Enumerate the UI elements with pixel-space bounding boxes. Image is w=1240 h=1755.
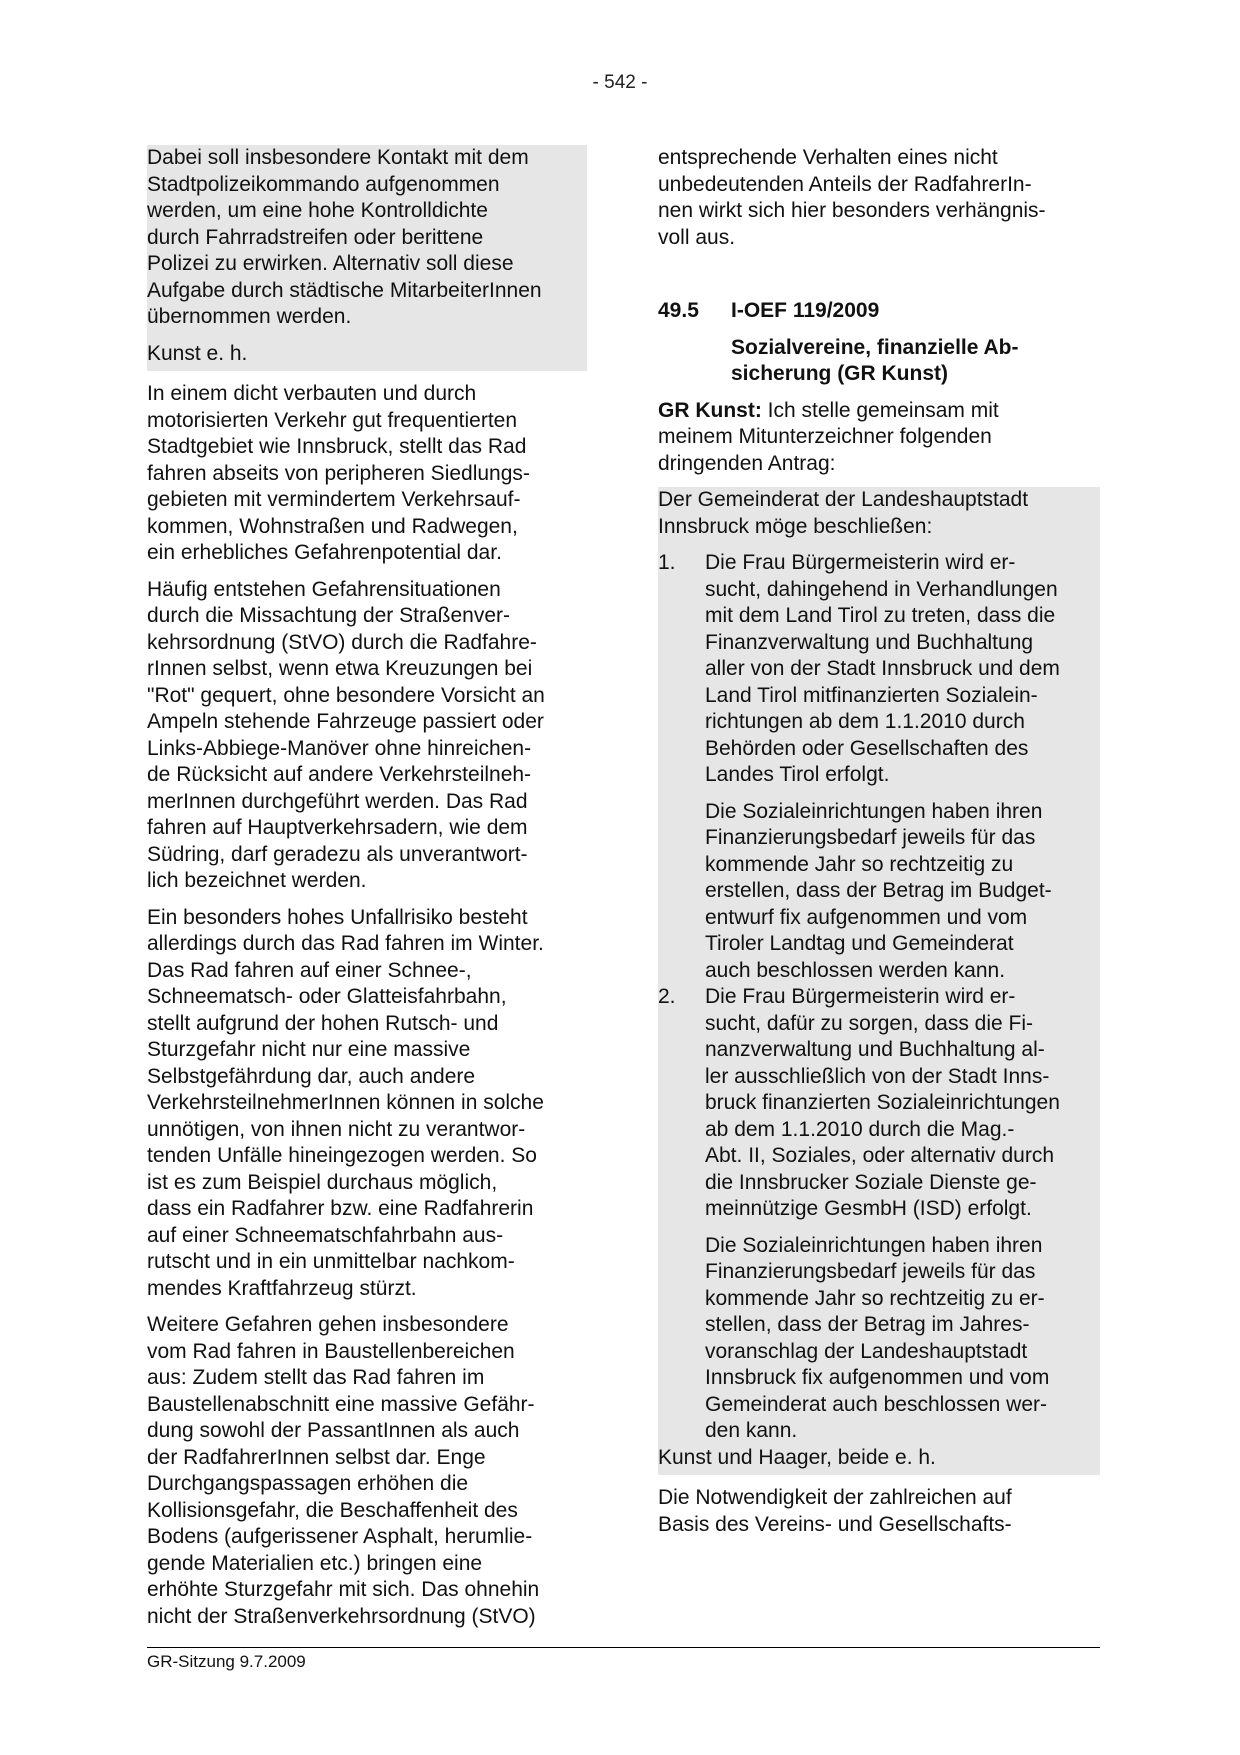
body-paragraph: Häufig entstehen Gefahrensituationen durch die Missachtung der Straßenver- kehrsordnung (StVO) durch die Radfahre- rInnen selbst, wenn etwa Kreuzungen bei "Rot" gequert, ohne besondere Vorsicht an Ampeln stehende Fahrzeuge passiert oder Links-Abbiege-Manöver ohne hinreichen- de Rücksicht auf andere Verkehrsteilneh- merInnen durchgeführt werden. Das Rad fahren auf Hauptverkehrsadern, wie dem Südring, darf geradezu als unverantwort- lich bezeichnet werden. xyxy=(147,577,545,892)
section-heading xyxy=(658,298,1100,325)
item-text: Die Frau Bürgermeisterin wird er- sucht, dafür zu sorgen, dass die Fi- nanzverwaltung und Buchhaltung al- ler ausschließlich von der Stadt Inns- bruck finanzierten Sozialeinrichtungen ab dem 1.1.2010 durch die Mag.- Abt. II, Soziales, oder alternativ durch die Innsbrucker Soziale Dienste ge- meinnützige GesmbH (ISD) erfolgt. xyxy=(705,985,1060,1220)
section-number: 49.5 xyxy=(658,299,699,322)
body-paragraph: Die Notwendigkeit der zahlreichen auf Basis des Vereins- und Gesellschafts- xyxy=(658,1486,1012,1536)
item-text: Die Frau Bürgermeisterin wird er- sucht, dahingehend in Verhandlungen mit dem Land Tirol zu treten, dass die Finanzverwaltung und Buchhaltung aller von der Stadt Innsbruck und dem Land Tirol mitfinanzierten Sozialein- richtungen ab dem 1.1.2010 durch Behörden oder Gesellschaften des Landes Tirol erfolgt. xyxy=(705,551,1060,786)
body-paragraph: Ein besonders hohes Unfallrisiko besteht allerdings durch das Rad fahren im Winter. Das Rad fahren auf einer Schnee-, Schneematsch- oder Glatteisfahrbahn, stellt aufgrund der hohen Rutsch- und Sturzgefahr nicht nur eine massive Selbstgefährdung dar, auch andere VerkehrsteilnehmerInnen können in solche unnötigen, von ihnen nicht zu verantwor- tenden Unfälle hineingezogen werden. So ist es zum Beispiel durchaus möglich, dass ein Radfahrer bzw. eine Radfahrerin auf einer Schneematschfahrbahn aus- rutscht und in ein unmittelbar nachkom- mendes Kraftfahrzeug stürzt. xyxy=(147,905,544,1300)
item-number: 2. xyxy=(658,985,676,1008)
body-paragraph: Weitere Gefahren gehen insbesondere vom Rad fahren in Baustellenbereichen aus: Zudem stellt das Rad fahren im Baustellenabschnitt eine massive Gefähr- dung sowohl der PassantInnen als auch der RadfahrerInnen selbst dar. Enge Durchgangspassagen erhöhen die Kollisionsgefahr, die Beschaffenheit des Bodens (aufgerissener Asphalt, herumlie- gende Materialien etc.) bringen eine erhöhte Sturzgefahr mit sich. Das ohnehin nicht der Straßenverkehrsordnung (StVO) xyxy=(147,1313,540,1628)
speaker-statement xyxy=(658,398,1100,478)
motion-signatures: Kunst und Haager, beide e. h. xyxy=(658,1445,936,1469)
body-paragraph: entsprechende Verhalten eines nicht unbedeutenden Anteils der RadfahrerIn- nen wirkt sich hier besonders verhängnis- voll aus. xyxy=(658,146,1046,249)
section-code: I-OEF 119/2009 xyxy=(731,299,880,322)
motion-item xyxy=(658,550,1100,984)
motion-signature: Kunst e. h. xyxy=(147,341,248,365)
left-column xyxy=(147,145,587,1640)
item-subtext: Die Sozialeinrichtungen haben ihren Finanzierungsbedarf jeweils für das kommende Jahr so rechtzeitig zu er- stellen, dass der Betrag im Jahres- voranschlag der Landeshauptstadt Innsbruck fix aufgenommen und vom Gemeinderat auch beschlossen wer- den kann. xyxy=(705,1233,1050,1442)
speaker-text: Ich stelle gemeinsam mit meinem Mitunterzeichner folgenden dringenden Antrag: xyxy=(658,398,999,475)
item-number: 1. xyxy=(658,551,676,574)
footer-divider xyxy=(147,1647,1100,1648)
motion-block xyxy=(658,487,1100,1475)
speaker-name: GR Kunst: xyxy=(658,398,762,422)
page-number: - 542 - xyxy=(592,72,648,93)
footer-session: GR-Sitzung 9.7.2009 xyxy=(147,1652,306,1671)
item-subtext: Die Sozialeinrichtungen haben ihren Finanzierungsbedarf jeweils für das kommende Jahr so rechtzeitig zu erstellen, dass der Betrag im Budget- entwurf fix aufgenommen und vom Tiroler Landtag und Gemeinderat auch beschlossen werden kann. xyxy=(705,799,1052,982)
motion-intro: Der Gemeinderat der Landeshauptstadt Innsbruck möge beschließen: xyxy=(658,488,1029,538)
motion-text: Dabei soll insbesondere Kontakt mit dem Stadtpolizeikommando aufgenommen werden, um eine hohe Kontrolldichte durch Fahrradstreifen oder berittene Polizei zu erwirken. Alternativ soll diese Aufgabe durch städtische MitarbeiterInnen übernommen werden. xyxy=(147,146,542,328)
section-title: Sozialvereine, finanzielle Ab- sicherung (GR Kunst) xyxy=(731,335,1019,385)
motion-item xyxy=(658,984,1100,1445)
body-paragraph: In einem dicht verbauten und durch motorisierten Verkehr gut frequentierten Stadtgebiet wie Innsbruck, stellt das Rad fahren abseits von peripheren Siedlungs- gebieten mit vermindertem Verkehrsauf- kommen, Wohnstraßen und Radwegen, ein erhebliches Gefahrenpotential dar. xyxy=(147,382,530,564)
right-column xyxy=(658,145,1100,1548)
motion-text-block xyxy=(147,145,587,371)
